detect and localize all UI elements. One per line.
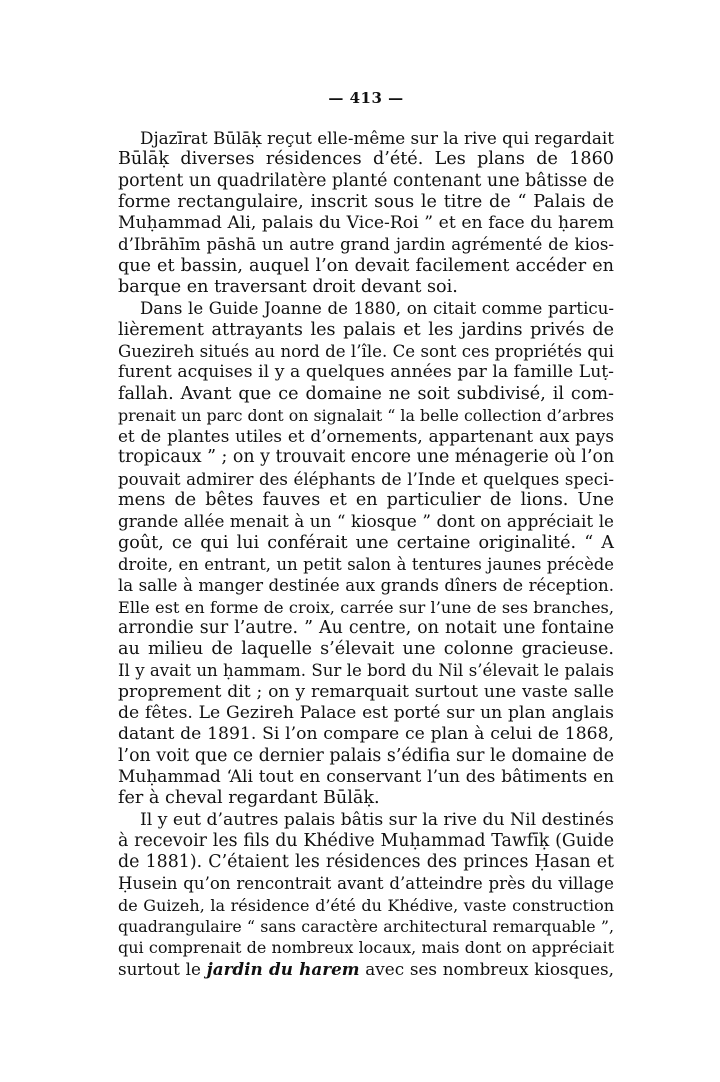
text-line: à recevoir les fils du Khédive Muḥammad Tawfīḳ (Guide [118,830,614,851]
text-line: arrondie sur l’autre. ” Au centre, on notait une fontaine [118,617,614,638]
text-line: furent acquises il y a quelques années par la famille Luṭ- [118,362,614,383]
text-line: de 1881). C’étaient les résidences des princes Ḥasan et [118,852,614,873]
text-line: Il y avait un ḥammam. Sur le bord du Nil s’élevait le palais [118,661,614,681]
text-line: Muḥammad Ali, palais du Vice-Roi ” et en face du ḥarem [118,213,614,234]
text-line: la salle à manger destinée aux grands dîners de réception. [118,576,614,596]
text-line: Dans le Guide Joanne de 1880, on citait comme particu- [140,299,614,319]
italic-title: jardin du harem [206,958,360,979]
text-line: Elle est en forme de croix, carrée sur l’une de ses branches, [118,597,614,617]
text-line: goût, ce qui lui conférait une certaine originalité. “ A [118,532,614,553]
text-line: d’Ibrāhīm pāshā un autre grand jardin agrémenté de kios- [118,235,614,255]
text-line: de fêtes. Le Gezireh Palace est porté sur un plan anglais [118,703,614,724]
text-line: et de plantes utiles et d’ornements, appartenant aux pays [118,426,614,447]
text-line: Muḥammad ‘Ali tout en conservant l’un des bâtiments en [118,766,614,787]
text-line: pouvait admirer des éléphants de l’Inde et quelques speci- [118,469,614,489]
text-line: barque en traversant droit devant soi. [118,277,458,298]
text-line: grande allée menait à un “ kiosque ” dont on appréciait le [118,511,614,532]
line-segment: surtout le [118,958,201,979]
text-line: fer à cheval regardant Būlāḳ. [118,788,380,809]
text-line: Būlāḳ diverses résidences d’été. Les plans de 1860 [118,149,614,170]
text-line: proprement dit ; on y remarquait surtout une vaste salle [118,681,614,702]
line-segment: avec ses nombreux kiosques, [365,958,614,979]
text-line: datant de 1891. Si l’on compare ce plan à celui de 1868, [118,724,614,745]
paragraph-3 [118,810,614,980]
text-line: fallah. Avant que ce domaine ne soit subdivisé, il com- [118,383,614,404]
text-line: quadrangulaire “ sans caractère architectural remarquable ”, [118,916,614,936]
text-line: Il y eut d’autres palais bâtis sur la rive du Nil destinés [140,809,614,830]
page-number: — 413 — [328,89,404,107]
text-line: mens de bêtes fauves et en particulier de lions. Une [118,490,614,511]
text-line: Ḥusein qu’on rencontrait avant d’atteindre près du village [118,874,614,894]
text-line: tropicaux ” ; on y trouvait encore une ménagerie où l’on [118,447,615,468]
text-line: au milieu de laquelle s’élevait une colonne gracieuse. [118,639,614,660]
text-line: forme rectangulaire, inscrit sous le titre de “ Palais de [118,191,614,212]
text-line: de Guizeh, la résidence d’été du Khédive, vaste construction [118,895,614,915]
text-line: Djazīrat Būlāḳ reçut elle-même sur la rive qui regardait [140,128,614,148]
text-line: Guezireh situés au nord de l’île. Ce sont ces propriétés qui [118,341,614,361]
paragraph-1 [118,128,614,298]
text-line: que et bassin, auquel l’on devait facilement accéder en [118,255,614,276]
text-line-with-title [118,959,614,980]
text-line: portent un quadrilatère planté contenant une bâtisse de [118,170,615,191]
text-line: l’on voit que ce dernier palais s’édifia sur le domaine de [118,745,614,766]
paragraph-2 [118,298,614,809]
text-line: droite, en entrant, un petit salon à tentures jaunes précède [118,554,614,574]
text-line: qui comprenait de nombreux locaux, mais dont on appréciait [118,938,614,958]
text-line: lièrement attrayants les palais et les jardins privés de [118,319,614,340]
book-page [118,88,614,980]
text-line: prenait un parc dont on signalait “ la belle collection d’arbres [118,405,614,425]
